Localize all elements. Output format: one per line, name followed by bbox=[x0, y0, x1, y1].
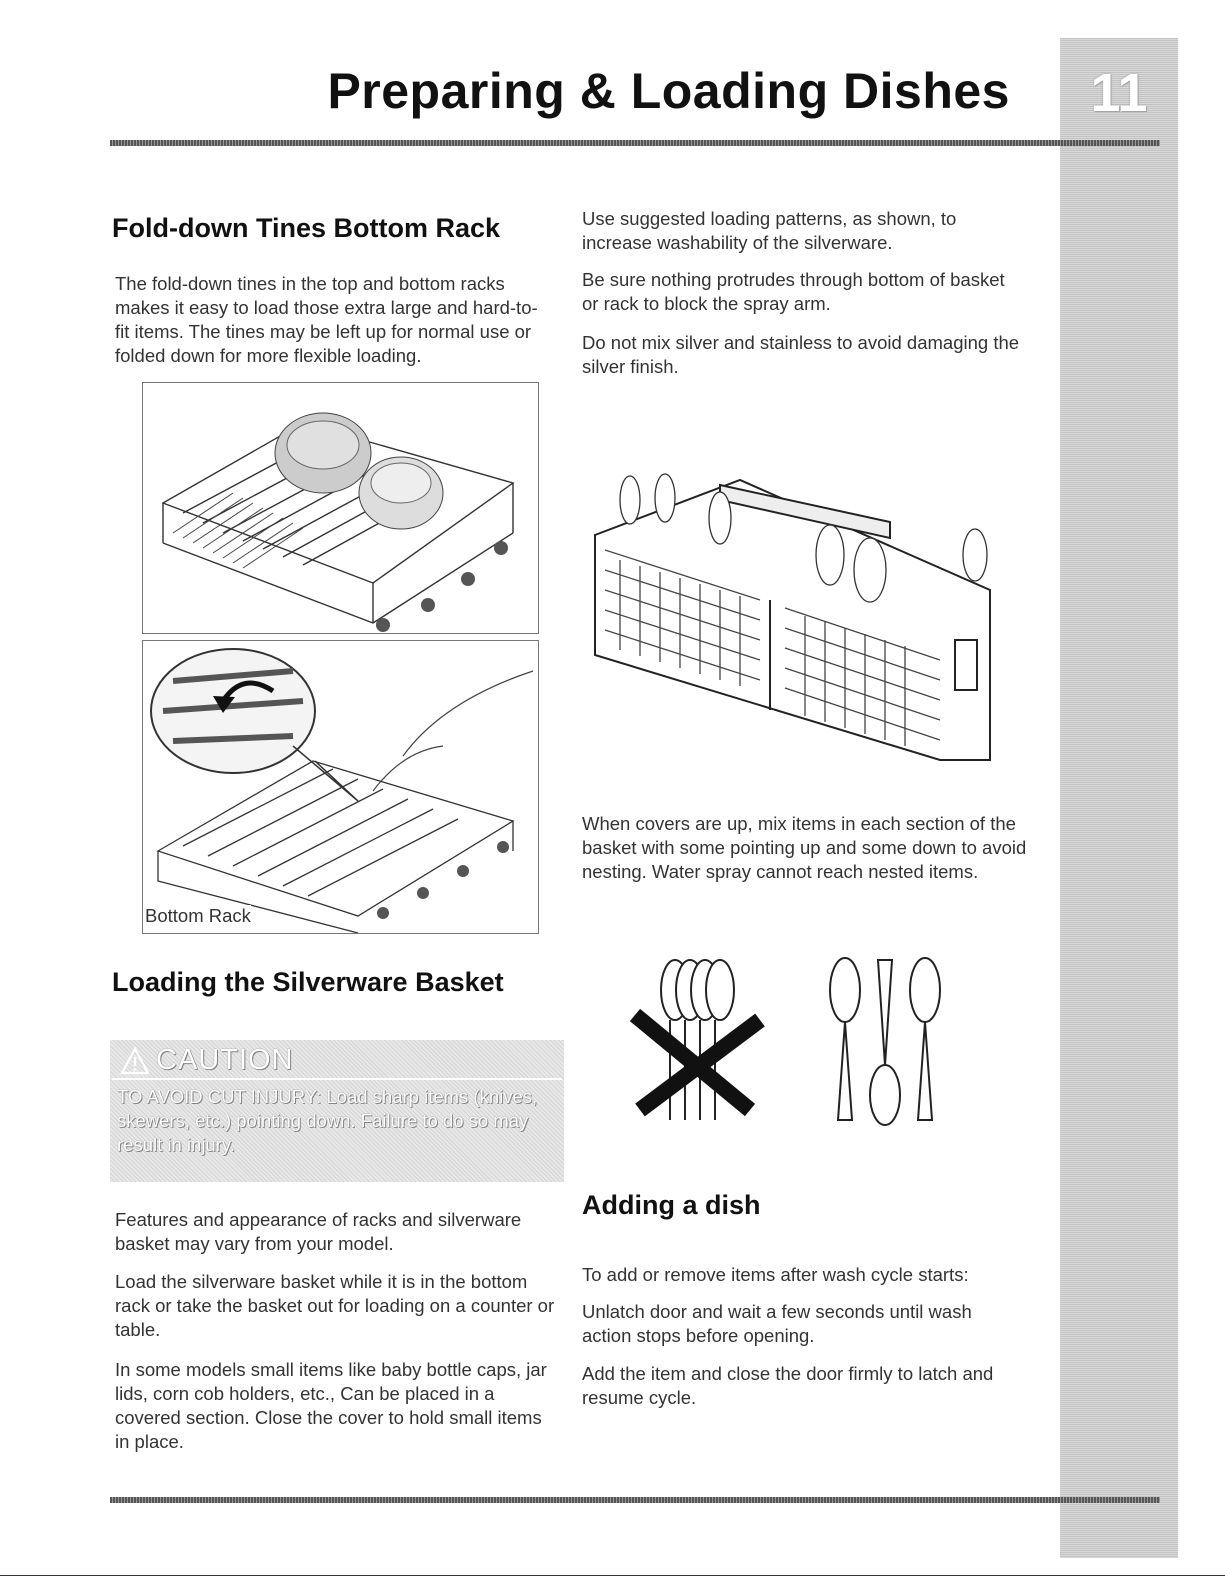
close-door-text: Add the item and close the door firmly to latch and resume cycle. bbox=[582, 1363, 994, 1408]
page-number-tab bbox=[1060, 38, 1178, 1558]
header-rule bbox=[110, 140, 1160, 146]
page-title: Preparing & Loading Dishes bbox=[327, 63, 1010, 119]
fold-down-tines-illustration bbox=[143, 641, 538, 933]
cross-out-icon bbox=[635, 1015, 760, 1110]
loading-pattern-text: Use suggested loading patterns, as shown, to increase washability of the silverware. bbox=[582, 208, 957, 253]
caution-divider bbox=[112, 1078, 562, 1080]
page-bottom-line bbox=[0, 1575, 1225, 1576]
load-basket-text: Load the silverware basket while it is in the bottom rack or take the basket out for loading on a counter or table. bbox=[115, 1271, 555, 1340]
tines-figure bbox=[142, 640, 539, 934]
add-remove-text: To add or remove items after wash cycle starts: bbox=[582, 1264, 969, 1285]
silverware-heading: Loading the Silverware Basket bbox=[112, 967, 504, 997]
small-items-text: In some models small items like baby bottle caps, jar lids, corn cob holders, etc., Can be placed in a covered section. Close the cover to hold small items in place. bbox=[115, 1359, 547, 1452]
caution-header bbox=[120, 1044, 294, 1077]
dish-rack-illustration bbox=[143, 383, 538, 633]
nesting-text: When covers are up, mix items in each section of the basket with some pointing up and some down to avoid nesting. Water spray cannot reach nested items. bbox=[582, 813, 1027, 882]
silverware-basket-illustration bbox=[590, 460, 1000, 770]
warning-triangle-icon bbox=[120, 1047, 150, 1075]
mixed-spoons-icon bbox=[830, 958, 940, 1125]
rack-figure bbox=[142, 382, 539, 634]
adding-dish-heading: Adding a dish bbox=[582, 1190, 761, 1220]
features-text: Features and appearance of racks and silverware basket may vary from your model. bbox=[115, 1209, 522, 1254]
fold-down-text: The fold-down tines in the top and bottom racks makes it easy to load those extra large and hard-to-fit items. The tines may be left up for normal use or folded down for more flexible loading. bbox=[115, 273, 538, 366]
caution-text: TO AVOID CUT INJURY: Load sharp items (knives, skewers, etc.) pointing down. Failure to do so may result in injury. bbox=[117, 1086, 538, 1155]
silver-mix-text: Do not mix silver and stainless to avoid damaging the silver finish. bbox=[582, 332, 1020, 377]
figure-caption: Bottom Rack bbox=[145, 905, 251, 926]
spoon-nesting-illustration bbox=[630, 950, 970, 1130]
caution-title: CAUTION bbox=[156, 1044, 294, 1076]
unlatch-text: Unlatch door and wait a few seconds until wash action stops before opening. bbox=[582, 1301, 972, 1346]
protrude-text: Be sure nothing protrudes through bottom of basket or rack to block the spray arm. bbox=[582, 269, 1005, 314]
page-number: 11 bbox=[1090, 63, 1148, 123]
footer-rule bbox=[110, 1497, 1160, 1503]
hand-icon bbox=[373, 671, 533, 791]
fold-down-heading: Fold-down Tines Bottom Rack bbox=[112, 213, 501, 243]
